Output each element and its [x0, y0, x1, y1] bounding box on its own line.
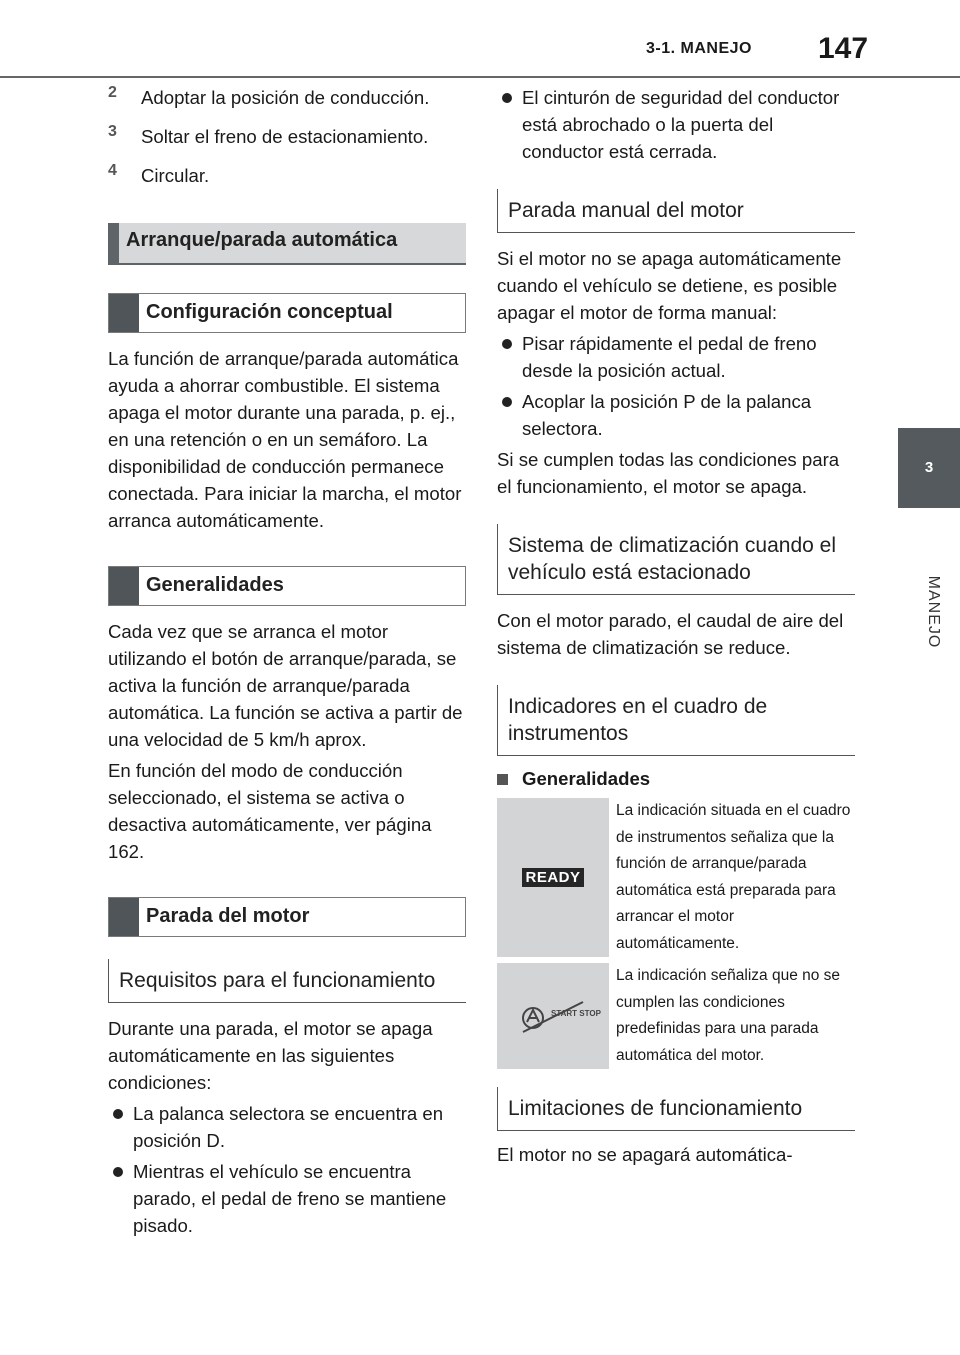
step-item [108, 123, 466, 150]
chapter-tab: 3 [898, 428, 960, 508]
heading-concept [108, 293, 466, 333]
list-item [108, 1158, 466, 1239]
indicator-row [497, 963, 855, 1069]
list-item-text: El cinturón de seguridad del conductor está abrochado o la puerta del conductor está cerrada. [522, 87, 840, 162]
paragraph-manual: Si el motor no se apaga automáticamente cuando el vehículo se detiene, es posible apagar el motor de forma manual: [497, 248, 842, 323]
step-number: 3 [108, 123, 117, 140]
list-item-text: Acoplar la posición P de la palanca selectora. [522, 391, 812, 439]
start-stop-off-icon [513, 994, 601, 1038]
heading-indicators: Indicadores en el cuadro de instrumentos [497, 685, 855, 756]
bullet-dot [108, 1158, 133, 1239]
indicator-row [497, 798, 855, 957]
paragraph-manual-2: Si se cumplen todas las condiciones para el funcionamiento, el motor se apaga. [497, 449, 840, 497]
section-title-marker [108, 223, 119, 263]
step-item [108, 162, 466, 189]
list-item-text: La palanca selectora se encuentra en posición D. [133, 1103, 444, 1151]
step-text: Adoptar la posición de conducción. [141, 87, 430, 108]
page-number: 147 [818, 32, 869, 65]
step-text: Soltar el freno de estacionamiento. [141, 126, 429, 147]
list-item-text: Pisar rápidamente el pedal de freno desde la posición actual. [522, 333, 817, 381]
start-stop-off-indicator-icon [497, 963, 609, 1069]
step-item [108, 84, 466, 111]
step-number: 2 [108, 84, 117, 101]
section-title [108, 223, 466, 265]
header-section: 3-1. MANEJO [646, 40, 752, 57]
heading-requirements: Requisitos para el funcionamiento [108, 959, 466, 1003]
heading-marker [109, 294, 139, 332]
list-item-text: Mientras el vehículo se encuentra parado, el pedal de freno se mantiene pisado. [133, 1161, 447, 1236]
heading-general [108, 566, 466, 606]
bullet-dot [497, 330, 522, 384]
paragraph-requirements: Durante una parada, el motor se apaga automáticamente en las siguientes condiciones: [108, 1018, 433, 1093]
bullet-dot [497, 84, 522, 165]
heading-manual: Parada manual del motor [497, 189, 855, 233]
ready-indicator-label: READY [522, 868, 583, 887]
heading-stop [108, 897, 466, 937]
step-number: 4 [108, 162, 117, 179]
heading-limits: Limitaciones de funcionamiento [497, 1087, 855, 1131]
heading-marker [109, 567, 139, 605]
ready-indicator-icon [497, 798, 609, 957]
list-item [497, 84, 855, 165]
chapter-tab-label: MANEJO [925, 575, 942, 649]
list-item [108, 1100, 466, 1154]
paragraph-climate: Con el motor parado, el caudal de aire del sistema de climatización se reduce. [497, 610, 844, 658]
right-column [497, 84, 855, 1168]
indicator-text: La indicación señaliza que no se cumplen las condiciones predefinidas para una parada automática del motor. [616, 967, 841, 1064]
start-stop-label: START STOP [551, 1009, 601, 1018]
list-item [497, 330, 855, 384]
paragraph-concept: La función de arranque/parada automática ayuda a ahorrar combustible. El sistema apaga el motor durante una parada, p. ej., en una retención o en un semáforo. La disponibilidad de conducción permanece conectada. Para iniciar la marcha, el motor arranca automáticamente. [108, 348, 462, 531]
subheading-general [497, 768, 855, 790]
heading-climate: Sistema de climatización cuando el vehículo está estacionado [497, 524, 855, 595]
list-item [497, 388, 855, 442]
heading-text: Generalidades [146, 574, 284, 596]
heading-text: Parada del motor [146, 905, 310, 927]
indicator-text: La indicación situada en el cuadro de instrumentos señaliza que la función de arranque/parada automática está preparada para arrancar el motor automáticamente. [616, 802, 851, 952]
paragraph-general-1: Cada vez que se arranca el motor utilizando el botón de arranque/parada, se activa la función de arranque/parada automática. La función se activa a partir de una velocidad de 5 km/h aprox. [108, 621, 463, 750]
bullet-dot [108, 1100, 133, 1154]
subheading-marker [497, 774, 508, 785]
bullet-dot [497, 388, 522, 442]
left-column [108, 84, 466, 1243]
header-rule [0, 76, 960, 78]
heading-marker [109, 898, 139, 936]
paragraph-general-2: En función del modo de conducción seleccionado, el sistema se activa o desactiva automáticamente, ver página 162. [108, 760, 432, 862]
heading-text: Configuración conceptual [146, 301, 393, 323]
step-text: Circular. [141, 165, 210, 186]
subheading-text: Generalidades [522, 768, 651, 789]
section-title-text: Arranque/parada automática [126, 229, 398, 251]
paragraph-limits: El motor no se apagará automática- [497, 1144, 793, 1165]
